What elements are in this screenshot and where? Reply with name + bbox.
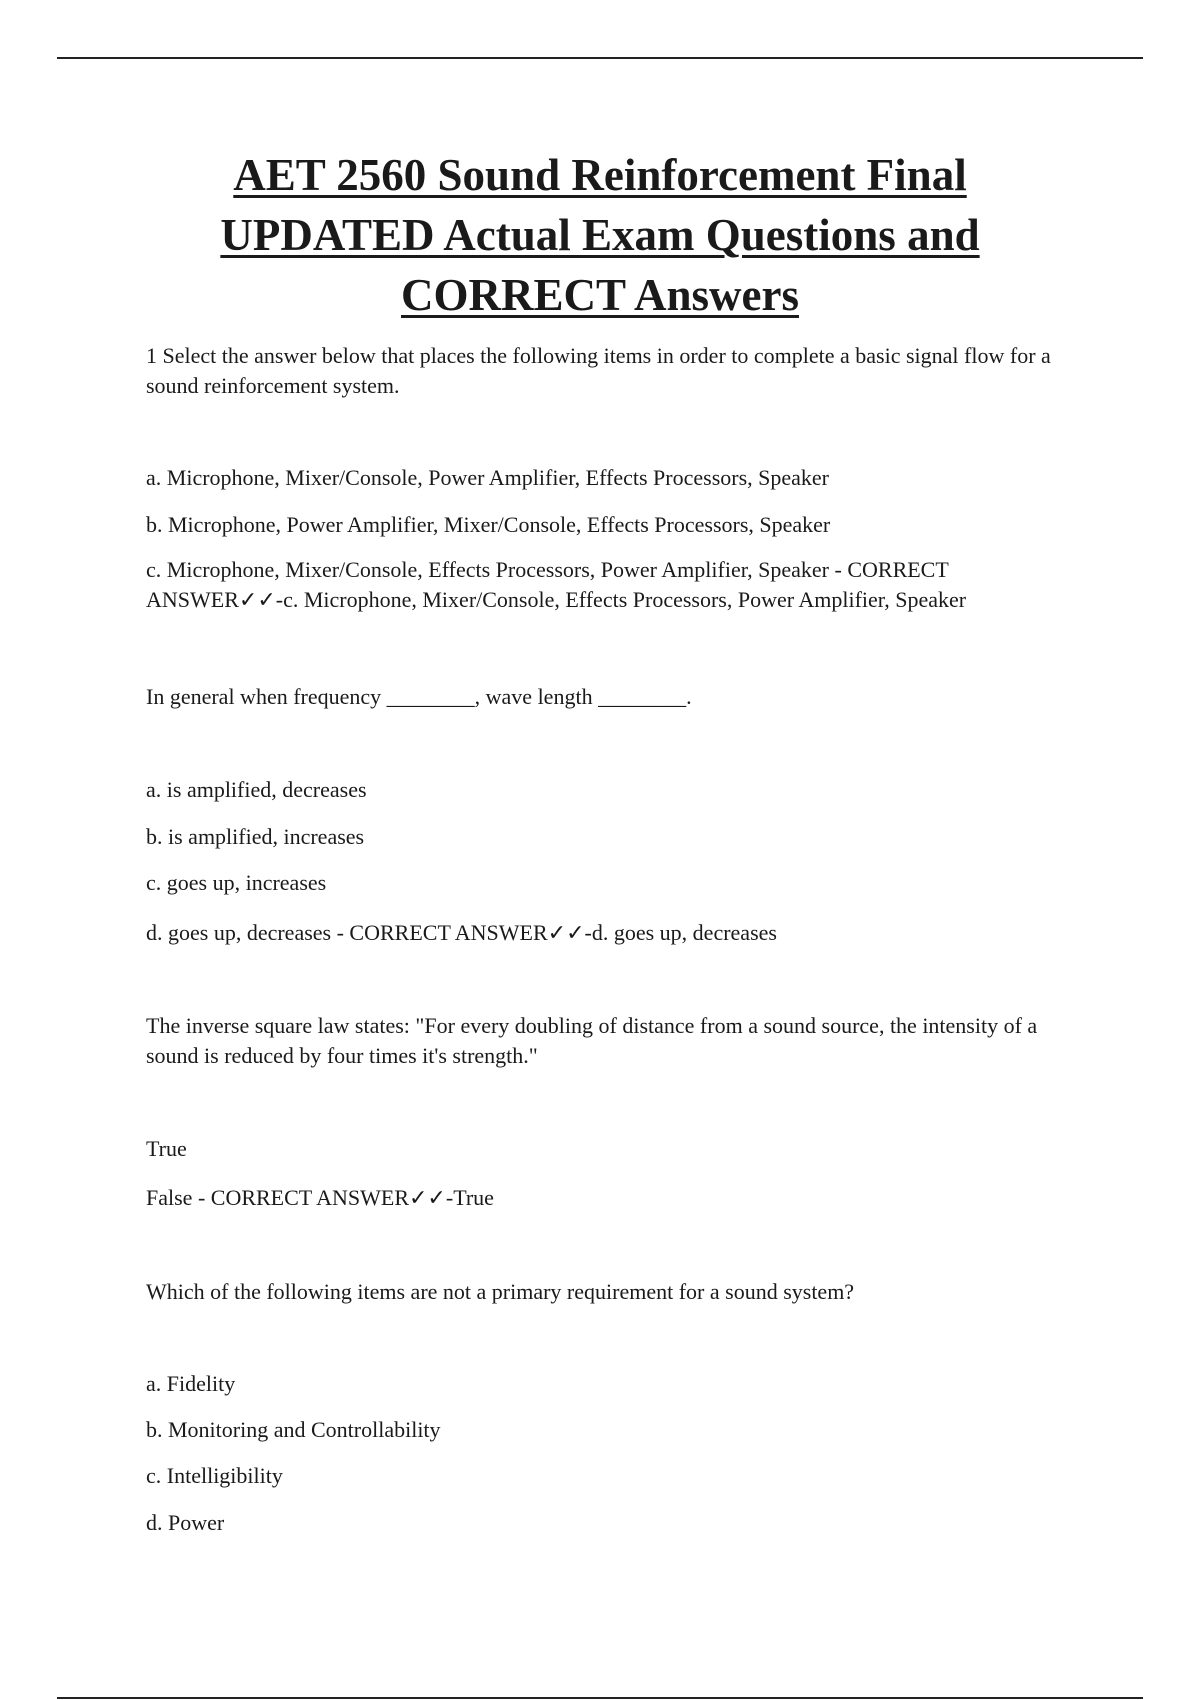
question-3-prompt: The inverse square law states: "For every doubling of distance from a sound source, the intensity of a sound is reduced by four times it's strength."	[146, 1013, 1038, 1068]
question-2-option-c: c. goes up, increases	[146, 870, 327, 895]
question-4-prompt: Which of the following items are not a primary requirement for a sound system?	[146, 1279, 855, 1304]
question-2-option-d: d. goes up, decreases - CORRECT ANSWER✓✓-d. goes up, decreases	[146, 920, 777, 945]
question-2-option-a: a. is amplified, decreases	[146, 777, 367, 802]
question-2-option-b: b. is amplified, increases	[146, 824, 365, 849]
title-line-1: AET 2560 Sound Reinforcement Final	[233, 150, 967, 200]
question-1-option-b: b. Microphone, Power Amplifier, Mixer/Console, Effects Processors, Speaker	[146, 512, 831, 537]
document-title	[0, 145, 1200, 325]
question-3-option-false: False - CORRECT ANSWER✓✓-True	[146, 1185, 494, 1210]
question-2-prompt: In general when frequency ________, wave length ________.	[146, 684, 692, 709]
title-line-3: CORRECT Answers	[401, 270, 799, 320]
footer-rule	[57, 1697, 1143, 1699]
title-line-2: UPDATED Actual Exam Questions and	[220, 210, 980, 260]
question-4-option-c: c. Intelligibility	[146, 1463, 283, 1488]
question-1-option-a: a. Microphone, Mixer/Console, Power Amplifier, Effects Processors, Speaker	[146, 465, 830, 490]
question-1-option-c: c. Microphone, Mixer/Console, Effects Processors, Power Amplifier, Speaker - CORRECT ANSWER✓✓-c. Microphone, Mixer/Console, Effects Processors, Power Amplifier, Speaker	[146, 557, 967, 612]
header-rule	[57, 57, 1143, 59]
question-4-option-d: d. Power	[146, 1510, 225, 1535]
question-1-prompt: 1 Select the answer below that places the following items in order to complete a basic signal flow for a sound reinforcement system.	[146, 343, 1051, 398]
question-4-option-a: a. Fidelity	[146, 1371, 236, 1396]
question-4-option-b: b. Monitoring and Controllability	[146, 1417, 441, 1442]
question-3-option-true: True	[146, 1136, 187, 1161]
